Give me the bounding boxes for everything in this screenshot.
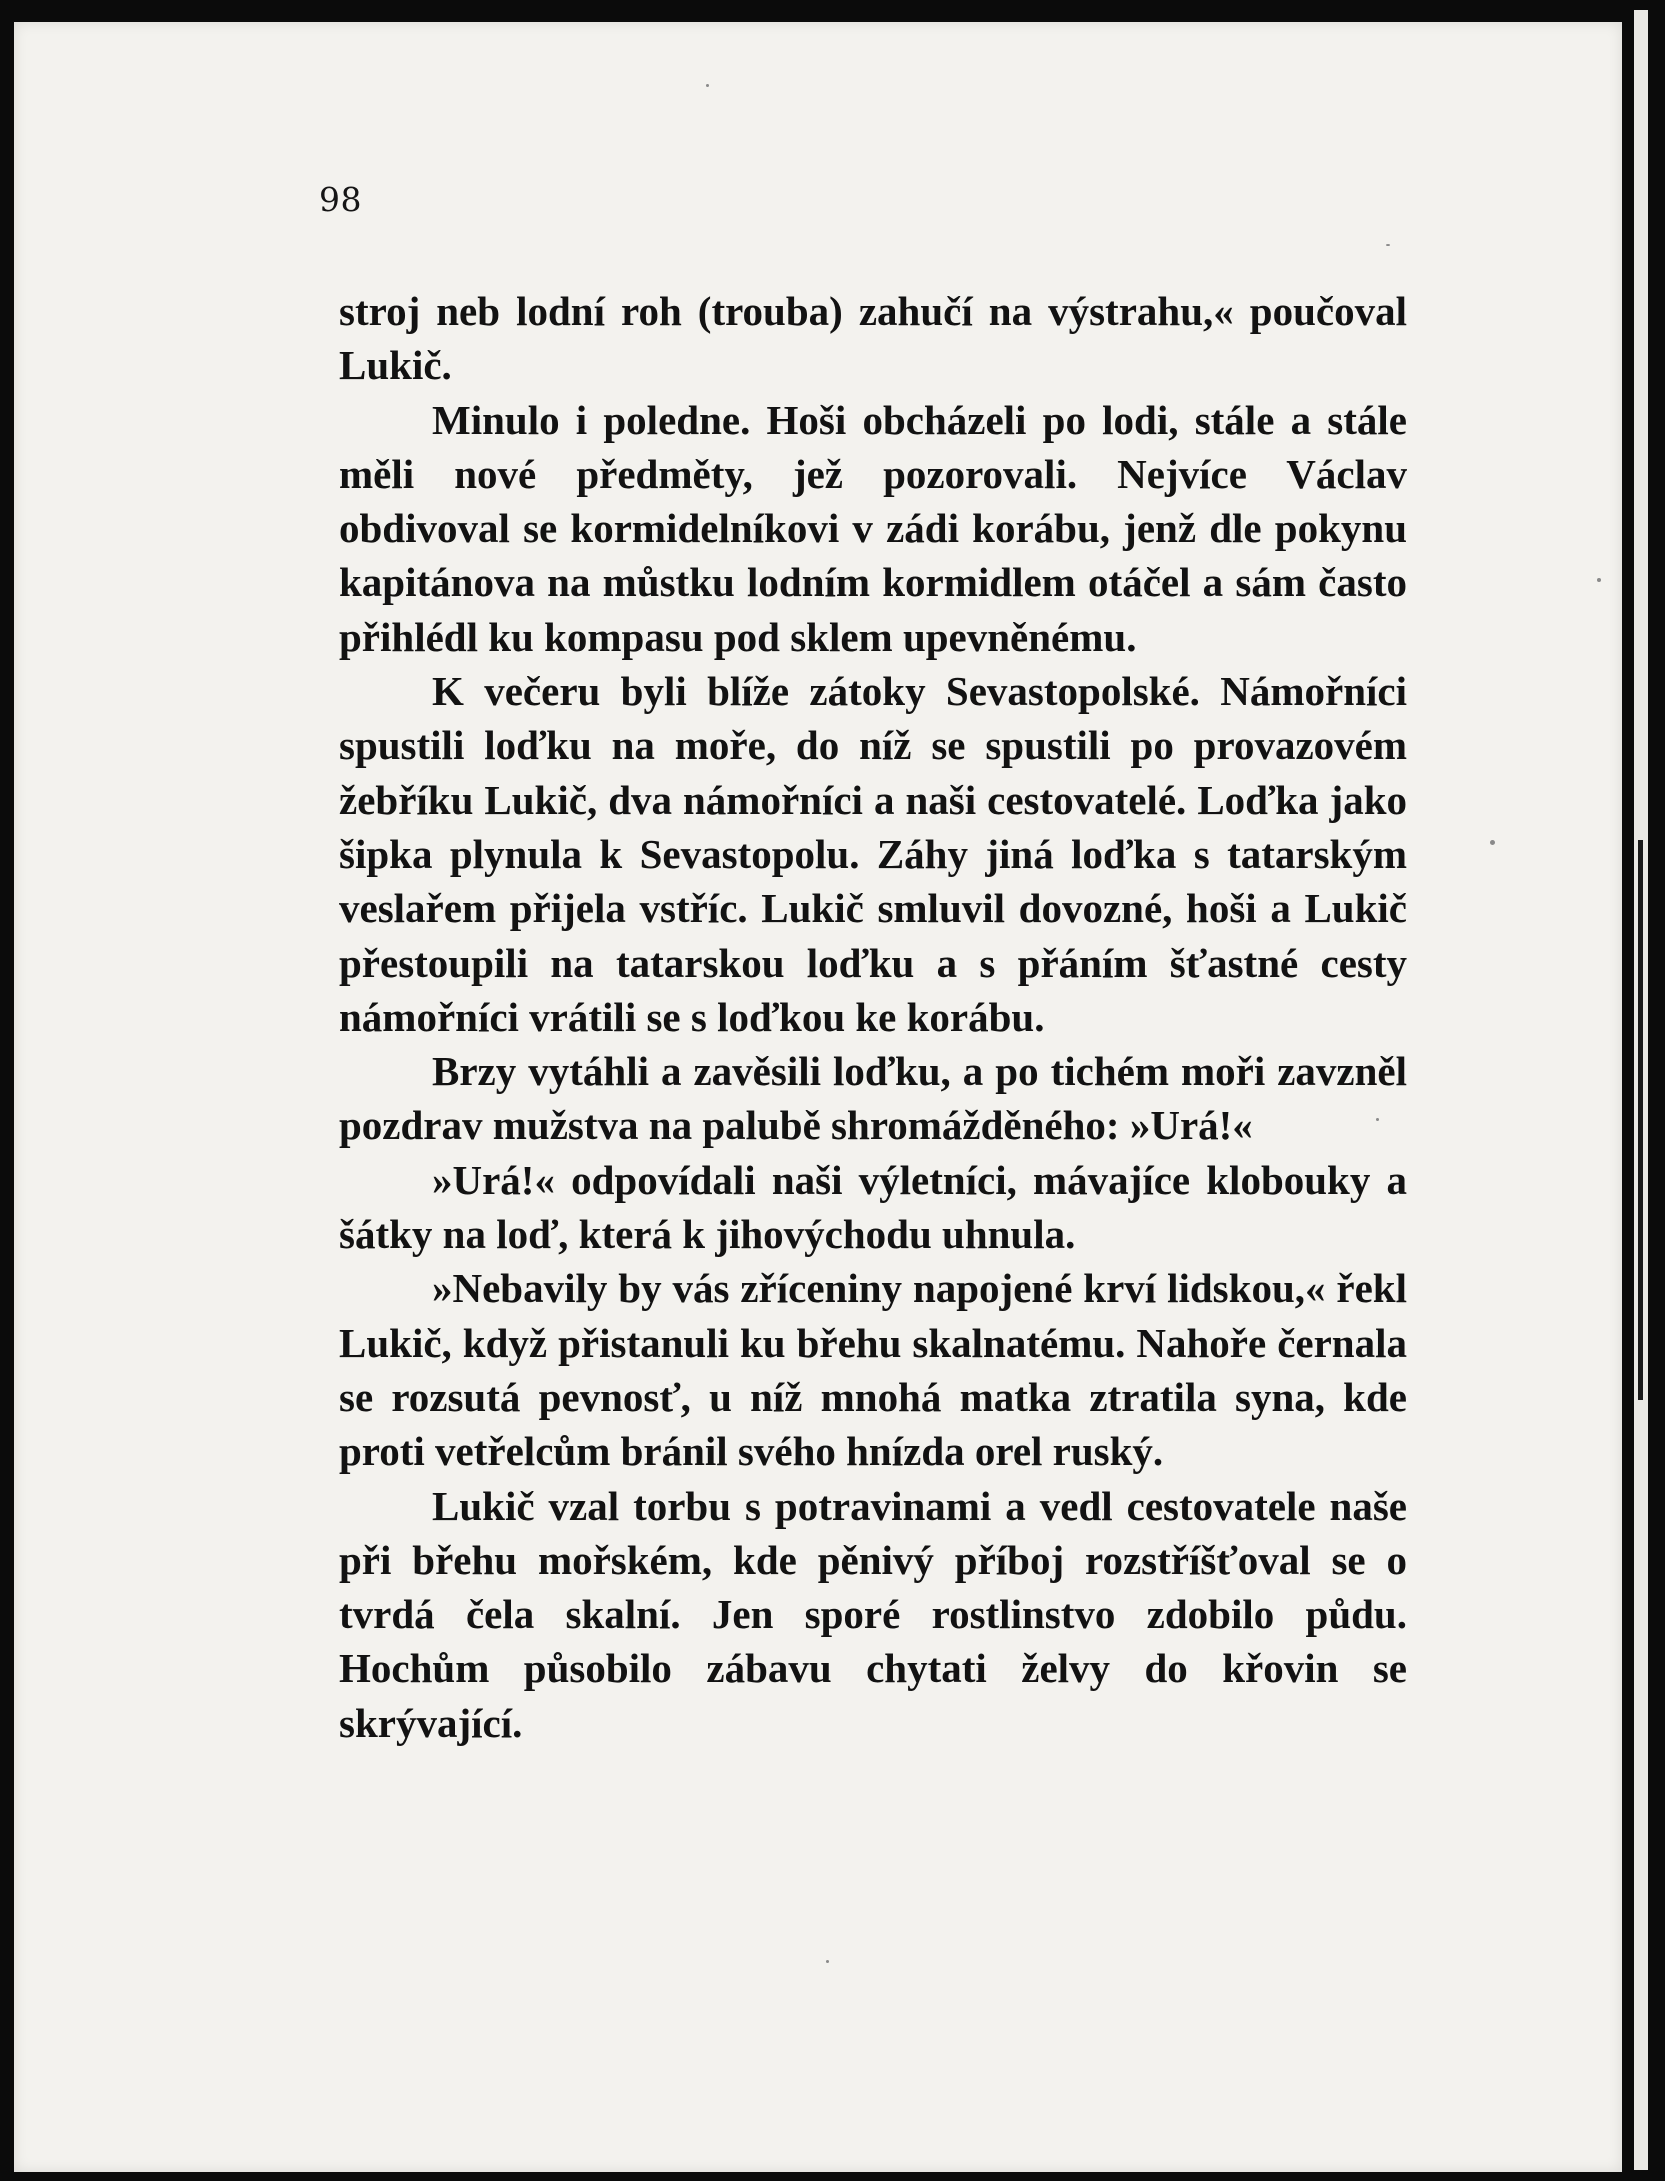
body-text: [339, 284, 1407, 1750]
next-page-edge: [1622, 0, 1665, 2181]
speck: [1597, 578, 1601, 582]
paragraph-7: Lukič vzal torbu s potravinami a vedl cestovatele naše při břehu mořském, kde pěnivý příboj rozstříšťoval se o tvrdá čela skalní. Jen sporé rostlinstvo zdobilo půdu. Hochům působilo zábavu chytati želvy do křovin se skrývající.: [339, 1482, 1407, 1746]
speck: [1376, 1118, 1379, 1121]
speck: [1386, 244, 1390, 246]
page-edge-shadow: [1638, 840, 1643, 1400]
paragraph-1: stroj neb lodní roh (trouba) zahučí na výstrahu,« poučoval Lukič.: [339, 288, 1407, 389]
page-number: 98: [319, 180, 362, 219]
paragraph-5: »Urá!« odpovídali naši výletníci, mávajíce klobouky a šátky na loď, která k jihovýchodu uhnula.: [339, 1156, 1407, 1258]
speck: [1490, 840, 1495, 845]
paragraph-4: Brzy vytáhli a zavěsili loďku, a po tichém moři zavzněl pozdrav mužstva na palubě shromážděného: »Urá!«: [339, 1048, 1407, 1149]
paragraph-2: Minulo i poledne. Hoši obcházeli po lodi, stále a stále měli nové předměty, jež pozorovali. Nejvíce Václav obdivoval se kormidelníkovi v zádi korábu, jenž dle pokynu kapitánova na můstku lodním kormidlem otáčel a sám často přihlédl ku kompasu pod sklem upevněnému.: [339, 396, 1407, 660]
speck: [826, 1960, 829, 1963]
book-page: [14, 22, 1622, 2172]
speck: [706, 84, 709, 87]
paragraph-3: K večeru byli blíže zátoky Sevastopolské. Námořníci spustili loďku na moře, do níž se spustili po provazovém žebříku Lukič, dva námořníci a naši cestovatelé. Loďka jako šipka plynula k Sevastopolu. Záhy jiná loďka s tatarským veslařem přijela vstříc. Lukič smluvil dovozné, hoši a Lukič přestoupili na tatarskou loďku a s přáním šťastné cesty námořníci vrátili se s loďkou ke korábu.: [339, 668, 1407, 1040]
paragraph-6: »Nebavily by vás zříceniny napojené krví lidskou,« řekl Lukič, když přistanuli ku břehu skalnatému. Nahoře černala se rozsutá pevnosť, u níž mnohá matka ztratila syna, kde proti vetřelcům bránil svého hnízda orel ruský.: [339, 1265, 1407, 1475]
